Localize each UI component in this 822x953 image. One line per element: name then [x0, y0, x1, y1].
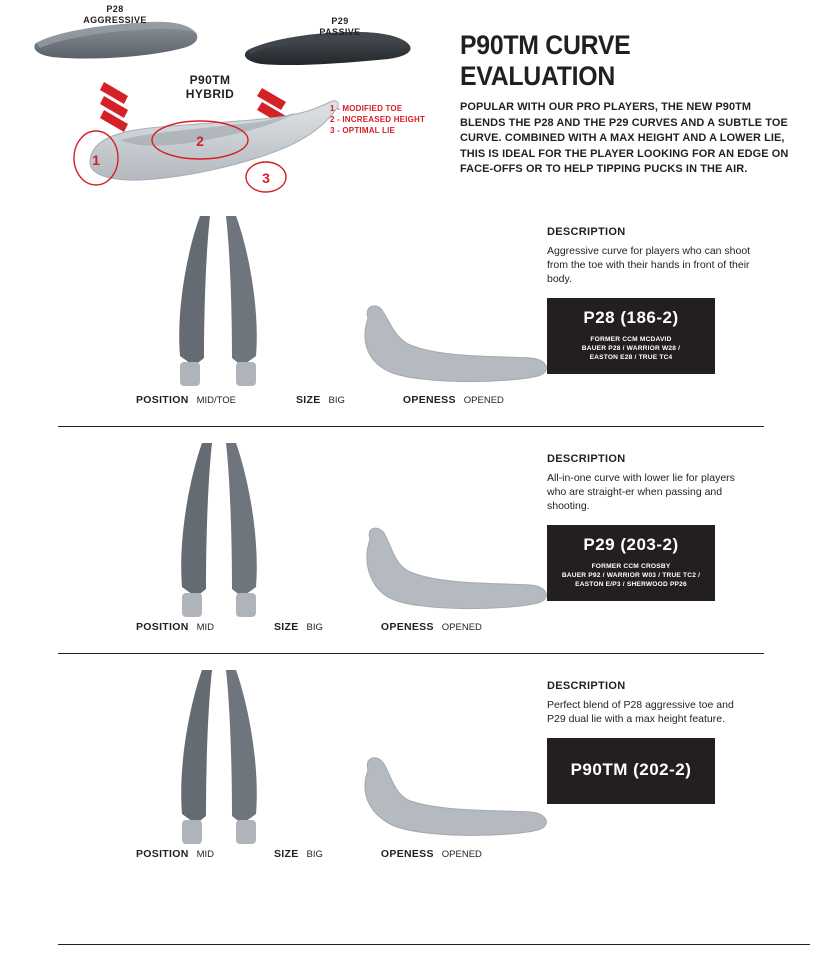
chip-sub-line1: FORMER CCM MCDAVID: [590, 336, 672, 343]
p28-profile-view: [298, 300, 558, 390]
p90tm-position-view: [118, 664, 318, 854]
p28-blade-shape: [34, 22, 197, 59]
spec-size-value: BIG: [328, 395, 345, 406]
spec-openess-value: OPENED: [463, 395, 504, 406]
chip-name: P28 (186-2): [583, 308, 679, 327]
p28-spec-row: [58, 394, 578, 406]
chip-sub-line1: FORMER CCM CROSBY: [591, 563, 671, 570]
p28-position-view: [118, 208, 318, 398]
spec-position: [136, 848, 214, 860]
spec-openess-value: OPENED: [441, 849, 482, 860]
description-text: Aggressive curve for players who can shoot from the toe with their hands in front of their body.: [547, 245, 751, 285]
p90tm-curve-chip: [547, 738, 715, 804]
p28-label-line1: P28: [106, 4, 124, 14]
p29-label-line2: PASSIVE: [319, 27, 361, 37]
p29-spec-row: [58, 621, 578, 633]
curve-row-p28: [58, 200, 764, 426]
spec-size-value: BIG: [306, 622, 323, 633]
p90tm-description-block: [547, 680, 752, 804]
legend-item-1: 1 - MODIFIED TOE: [330, 104, 403, 113]
svg-text:2: 2: [196, 133, 204, 149]
p90tm-hybrid-label: [160, 73, 260, 101]
description-text: All-in-one curve with lower lie for players who are straight-er when passing and shooting.: [547, 472, 735, 512]
svg-text:1: 1: [92, 152, 100, 168]
spec-size-value: BIG: [306, 849, 323, 860]
p29-diagram-label: [295, 16, 385, 38]
spec-position-value: MID/TOE: [196, 395, 236, 406]
spec-openess-label: OPENESS: [402, 394, 456, 406]
chip-sub-line3: EASTON E/P3 / SHERWOOD PP26: [575, 581, 687, 588]
p29-label-line1: P29: [331, 16, 349, 26]
spec-position: [136, 394, 236, 406]
spec-size-label: SIZE: [296, 394, 321, 406]
chip-name: P29 (203-2): [583, 535, 679, 554]
p28-description-block: [547, 226, 752, 374]
spec-position-value: MID: [196, 622, 214, 633]
spec-openess-label: OPENESS: [380, 621, 434, 633]
spec-position-label: POSITION: [136, 394, 189, 406]
spec-position-value: MID: [196, 849, 214, 860]
p90tm-profile-view: [298, 752, 558, 842]
chip-sub-line3: EASTON E28 / TRUE TC4: [589, 354, 673, 361]
diagram-legend: [330, 103, 425, 136]
header-block: [460, 30, 810, 178]
p28-label-line2: AGGRESSIVE: [83, 15, 147, 25]
chip-subtext: [553, 335, 709, 362]
p29-profile-view: [298, 525, 558, 615]
hybrid-label-line2: HYBRID: [185, 87, 235, 101]
description-heading: DESCRIPTION: [547, 226, 626, 238]
bottom-divider: [58, 944, 810, 945]
chip-subtext: [553, 562, 709, 589]
spec-position-label: POSITION: [136, 848, 189, 860]
p29-position-view: [118, 437, 318, 627]
legend-item-2: 2 - INCREASED HEIGHT: [330, 115, 426, 124]
hybrid-label-line1: P90TM: [189, 73, 231, 87]
hero-section: [0, 0, 822, 200]
intro-paragraph: POPULAR WITH OUR PRO PLAYERS, THE NEW P90TM BLENDS THE P28 AND THE P29 CURVES AND A SUBTLE TOE CURVE. COMBINED WITH A MAX HEIGHT AND A LOWER LIE, THIS IS IDEAL FOR THE PLAYER LOOKING FOR AN EDGE ON FACE-OFFS OR TO HELP TIPPING PUCKS IN THE AIR.: [460, 101, 789, 176]
spec-position: [136, 621, 214, 633]
p29-description-block: [547, 453, 752, 601]
curve-row-p29: [58, 426, 764, 653]
p28-curve-chip: [547, 298, 715, 374]
p90tm-spec-row: [58, 848, 578, 860]
legend-item-3: 3 - OPTIMAL LIE: [330, 126, 396, 135]
p90tm-hybrid-blade-shape: [90, 101, 338, 180]
spec-openess: [403, 394, 504, 406]
spec-size-label: SIZE: [274, 621, 299, 633]
chip-name: P90TM (202-2): [570, 760, 692, 779]
description-text: Perfect blend of P28 aggressive toe and P29 dual lie with a max height feature.: [547, 699, 734, 725]
spec-openess: [381, 621, 482, 633]
spec-openess-label: OPENESS: [380, 848, 434, 860]
p29-curve-chip: [547, 525, 715, 601]
spec-size: [296, 394, 345, 406]
spec-openess: [381, 848, 482, 860]
spec-size: [274, 848, 323, 860]
spec-openess-value: OPENED: [441, 622, 482, 633]
page-title: P90TM CURVE EVALUATION: [460, 30, 631, 91]
description-heading: DESCRIPTION: [547, 453, 626, 465]
svg-text:3: 3: [262, 170, 270, 186]
curve-row-p90tm: [58, 653, 764, 880]
description-heading: DESCRIPTION: [547, 680, 626, 692]
p28-diagram-label: [70, 4, 160, 26]
spec-size-label: SIZE: [274, 848, 299, 860]
spec-size: [274, 621, 323, 633]
chip-sub-line2: BAUER P92 / WARRIOR W03 / TRUE TC2 /: [561, 572, 701, 579]
spec-position-label: POSITION: [136, 621, 189, 633]
chip-sub-line2: BAUER P28 / WARRIOR W28 /: [581, 345, 681, 352]
